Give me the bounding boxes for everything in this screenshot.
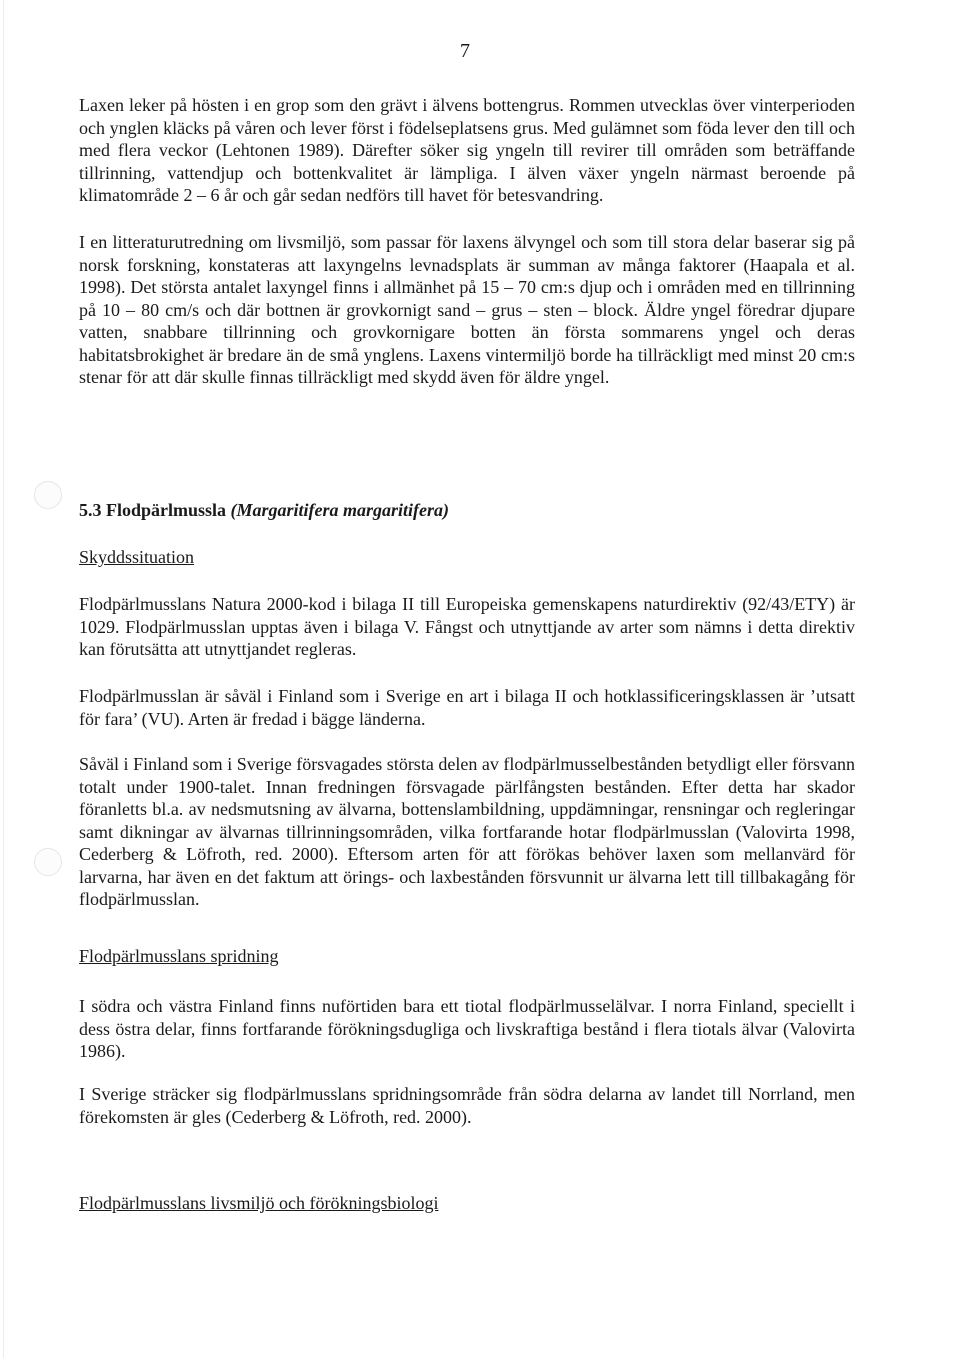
paragraph-sweden-distribution: I Sverige sträcker sig flodpärlmusslans spridningsområde från södra delarna av landet till Norrland, men förekomsten är gles (Cederberg & Löfroth, red. 2000). [79,1084,855,1127]
section-title-latin: (Margaritifera margaritifera) [230,500,450,520]
paragraph-natura-code: Flodpärlmusslans Natura 2000-kod i bilaga II till Europeiska gemenskapens naturdirektiv (92/43/ETY) är 1029. Flodpärlmusslan upptas även i bilaga V. Fångst och utnyttjande av arter som nämns i detta direktiv kan förutsätta att utnyttjandet regleras. [79,594,855,659]
paragraph-salmon-habitat: I en litteraturutredning om livsmiljö, som passar för laxens älvyngel och som till stora delar baserar sig på norsk forskning, konstateras att laxyngelns levnadsplats är summan av många faktorer (Haapala et al. 1998). Det största antalet laxyngel finns i allmänhet på 15 – 70 cm:s djup och i områden med en tillrinning på 10 – 80 cm/s och där bottnen är grovkornigt sand – grus – sten – block. Äldre yngel föredrar djupare vatten, snabbare tillrinning och grovkornigare botten än första sommarens yngel och deras habitatsbrokighet är bredare än de små ynglens. Laxens vintermiljö borde ha tillräckligt med minst 20 cm:s stenar för att där skulle finnas tillräckligt med skydd även för äldre yngel. [79,232,855,387]
punch-hole-bottom [34,848,62,876]
section-title [79,500,449,521]
subheading-distribution: Flodpärlmusslans spridning [79,946,279,966]
section-title-text: 5.3 Flodpärlmussla [79,500,231,520]
paragraph-finland-distribution: I södra och västra Finland finns nuförtiden bara ett tiotal flodpärlmusselälvar. I norra Finland, speciellt i dess östra delar, finns fortfarande förökningsdugliga och livskraftiga bestånd i flera tiotals älvar (Valovirta 1986). [79,996,855,1061]
punch-hole-top [34,481,62,509]
subheading-protection: Skyddssituation [79,547,195,567]
paragraph-threat-class: Flodpärlmusslan är såväl i Finland som i Sverige en art i bilaga II och hotklassificeringsklassen är ’utsatt för fara’ (VU). Arten är fredad i bägge länderna. [79,686,855,729]
page-number: 7 [460,40,470,62]
paragraph-decline: Såväl i Finland som i Sverige försvagades största delen av flodpärlmusselbestånden betydligt eller försvann totalt under 1900-talet. Innan fredningen försvagade pärlfångsten bestånden. Efter detta har skador föranletts bl.a. av nedsmutsning av älvarna, bottenslambildning, uppdämningar, rensningar och regleringar samt dikningar av älvarnas tillrinningsområden, vilka fortfarande hotar flodpärlmusslan (Valovirta 1998, Cederberg & Löfroth, red. 2000). Eftersom arten för att förökas behöver laxen som mellanvärd för larvarna, har även en det faktum att örings- och laxbestånden försvunnit ur älvarna lett till tillbakagång för flodpärlmusslan. [79,754,855,909]
subheading-habitat: Flodpärlmusslans livsmiljö och förökningsbiologi [79,1193,439,1213]
paragraph-salmon-spawning: Laxen leker på hösten i en grop som den grävt i älvens bottengrus. Rommen utvecklas över vinterperioden och ynglen kläcks på våren och lever först i födelseplatsens grus. Med gulämnet som föda lever den till och med flera veckor (Lehtonen 1989). Därefter söker sig yngeln till revirer till områden som beträffande tillrinning, vattendjup och bottenkvalitet är lämpliga. I älven växer yngeln närmast beroende på klimatområde 2 – 6 år och går sedan nedförs till havet för betesvandring. [79,95,855,205]
page-edge-line [3,0,4,1358]
